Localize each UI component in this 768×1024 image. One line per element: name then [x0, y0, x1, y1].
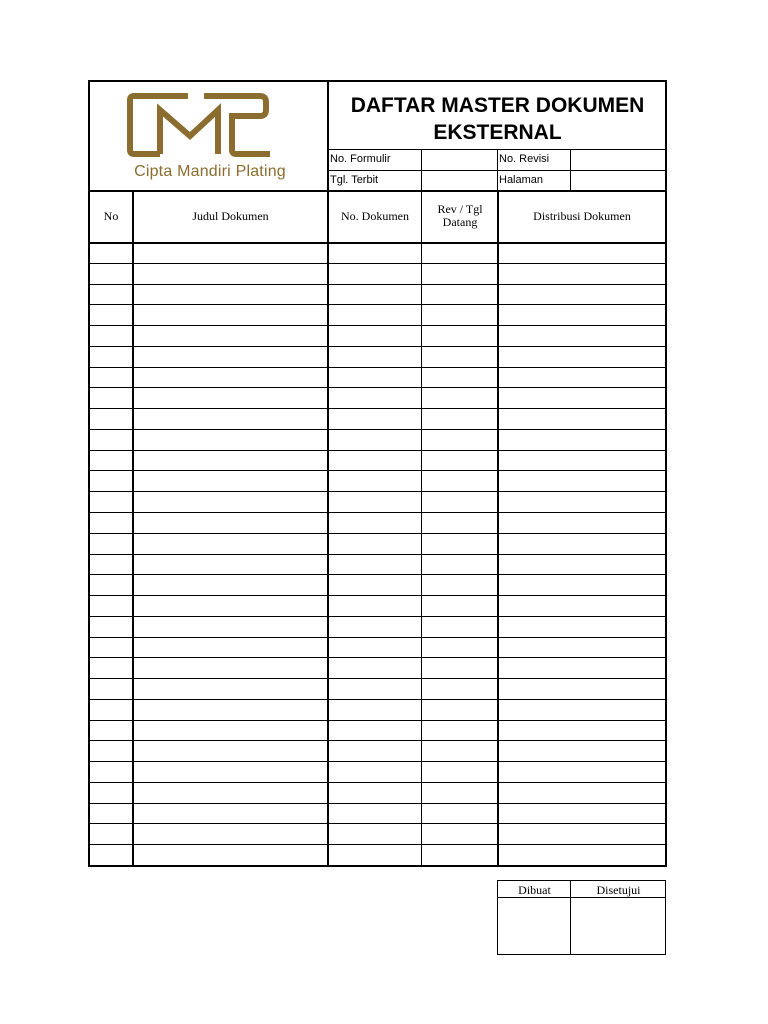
meta-vline-2	[497, 149, 498, 190]
table-row-line	[89, 699, 666, 700]
sign-bottom	[498, 954, 666, 955]
table-row-line	[89, 533, 666, 534]
table-row-line	[89, 263, 666, 264]
table-row-line	[89, 574, 666, 575]
meta-vline-1	[421, 149, 422, 190]
table-row-line	[89, 740, 666, 741]
table-row-line	[89, 346, 666, 347]
col-line-3	[421, 190, 422, 866]
col-line-2	[327, 190, 329, 866]
col-header-no: No	[103, 209, 119, 223]
table-row-line	[89, 595, 666, 596]
table-row-line	[89, 657, 666, 658]
frame-bottom	[89, 865, 667, 867]
page-label: Halaman	[499, 174, 544, 186]
form-no-label: No. Formulir	[330, 153, 391, 165]
frame-top	[89, 80, 667, 82]
table-row-line	[89, 325, 666, 326]
meta-vline-3	[570, 149, 571, 190]
table-row-line	[89, 284, 666, 285]
table-row-line	[89, 720, 666, 721]
table-row-line	[89, 512, 666, 513]
column-header-bottom	[89, 242, 666, 244]
issue-date-label: Tgl. Terbit	[330, 174, 379, 186]
col-line-4	[497, 190, 499, 866]
table-row-line	[89, 803, 666, 804]
table-row-line	[89, 761, 666, 762]
col-header-title: Judul Dokumen	[192, 209, 269, 223]
revision-no-label: No. Revisi	[499, 153, 550, 165]
table-row-line	[89, 491, 666, 492]
made-by-label: Dibuat	[518, 883, 551, 897]
table-row-line	[89, 823, 666, 824]
company-name: Cipta Mandiri Plating	[134, 163, 286, 180]
company-logo-icon	[120, 92, 272, 158]
col-line-1	[132, 190, 134, 866]
table-row-line	[89, 470, 666, 471]
table-row-line	[89, 678, 666, 679]
table-row-line	[89, 408, 666, 409]
col-header-doc-no: No. Dokumen	[341, 209, 409, 223]
table-row-line	[89, 429, 666, 430]
table-row-line	[89, 844, 666, 845]
document-title: DAFTAR MASTER DOKUMEN EKSTERNAL	[350, 94, 645, 144]
frame-left	[88, 80, 90, 867]
col-header-distribution: Distribusi Dokumen	[533, 209, 631, 223]
table-row-line	[89, 782, 666, 783]
approved-by-signature-area[interactable]	[571, 898, 665, 954]
table-row-line	[89, 367, 666, 368]
table-row-line	[89, 616, 666, 617]
col-header-rev-date: Rev / Tgl Datang	[437, 202, 483, 229]
approved-by-label: Disetujui	[596, 883, 641, 897]
table-row-line	[89, 387, 666, 388]
table-row-line	[89, 304, 666, 305]
made-by-signature-area[interactable]	[498, 898, 570, 954]
frame-right	[665, 80, 667, 867]
table-row-line	[89, 554, 666, 555]
sign-top	[498, 880, 666, 881]
table-row-line	[89, 637, 666, 638]
header-bottom-line	[89, 190, 666, 192]
table-row-line	[89, 450, 666, 451]
